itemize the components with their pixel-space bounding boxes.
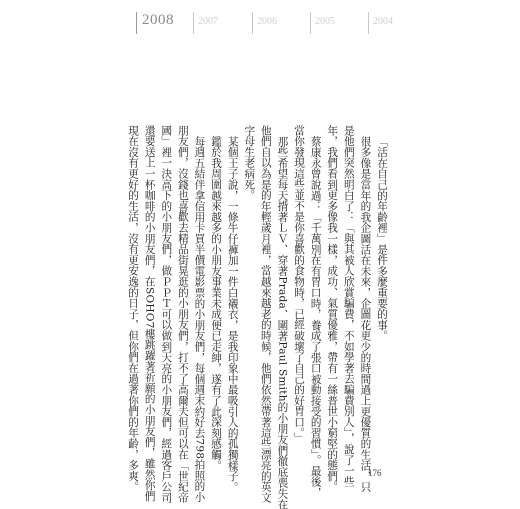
text-column: 字母生老病死。 bbox=[243, 125, 256, 201]
text-column: 是他們突然明白了：「與其被人欣賞騙費，不如學著去騙費別人」，說了一些 bbox=[342, 125, 355, 487]
text-column: 鑑於我周圍越來越多的小朋友事業未成便已走紳，遂有了此深刻感觸。 bbox=[210, 135, 223, 471]
faded-year: 2006 bbox=[257, 16, 277, 27]
year-tick bbox=[310, 12, 311, 34]
faded-year: 2005 bbox=[315, 16, 335, 27]
year-tick bbox=[193, 12, 194, 34]
year-header bbox=[0, 0, 520, 40]
text-column: 年，我們看到更多像我一樣，成功、氣質優雅，帶有一絲普世小窮堅的態們。 bbox=[326, 125, 339, 493]
text-column: 「活在自己的年齡裡」是件多麼重要的事。 bbox=[376, 135, 388, 341]
year-tick bbox=[252, 12, 253, 34]
text-column: 那些希望每天揹著ＬＶ、穿著Prada、圍著Paul Smith的小朋友們徹底喪失在 bbox=[276, 135, 289, 509]
text-column: 每週五結伴拿信用卡買半價電影票的小朋友們，每個週末約好去798拍照的小 bbox=[193, 135, 206, 503]
text-column: 當你發現這些並不是你喜歡的食物時，已經破壞了自己的好胃口。」 bbox=[293, 125, 306, 444]
page-number: 176 bbox=[368, 468, 382, 478]
text-column: 現在沒有更好的生活，沒有更安逸的日子，但你們在過著你們的年齡，多爽。 bbox=[127, 125, 140, 493]
text-column: 很多像是當年的我企圖活在未來，企圖花更少的時間過上更優質的生活，只 bbox=[359, 135, 372, 492]
text-column: 國」裡一決高下的小朋友們，做ＰＰＴ可以做到天亮的小朋友們，經過客戶公司 bbox=[160, 125, 173, 503]
text-column: 還要送上一杯咖啡的小朋友們，在SOHO7樓跳躍著祈願的小朋友們，雖然你們 bbox=[143, 125, 156, 502]
current-year: 2008 bbox=[142, 12, 174, 28]
text-column: 他們自以為是的年輕歲月裡，當越來越老的時候，他們依然帶著這些漂亮的英文 bbox=[259, 125, 272, 503]
text-column: 朋友們，沒錢也喜歡去精品街晃逛的小朋友們，打不了高爾夫但可以在「世紀帝 bbox=[176, 125, 189, 503]
faded-year: 2007 bbox=[198, 16, 218, 27]
text-column: 某個王子說，一條牛仔褲加一件白襯衣，是我印象中最吸引人的孤獨樣子。 bbox=[226, 135, 239, 492]
text-column: 蔡康永曾說過：「千萬別在有胃口時，養成了張口被動接受的習慣」。最後， bbox=[309, 135, 322, 498]
year-tick bbox=[368, 12, 369, 34]
faded-year: 2004 bbox=[373, 16, 393, 27]
year-tick bbox=[136, 12, 137, 34]
